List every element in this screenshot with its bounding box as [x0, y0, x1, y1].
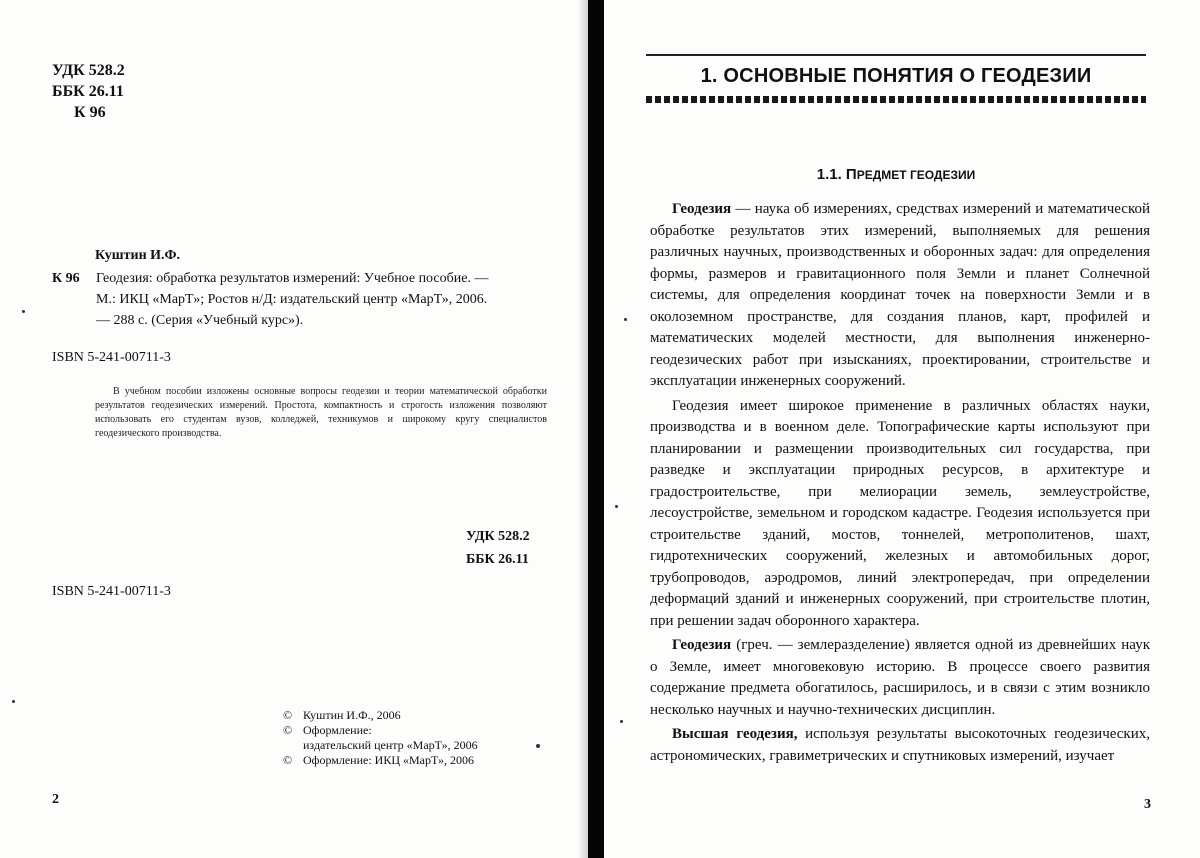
bbk-code: ББК 26.11 — [52, 83, 124, 100]
author-mark: К 96 — [74, 104, 106, 121]
copyright-block — [283, 708, 478, 768]
classification-codes-top — [52, 60, 125, 123]
copyright-row-2 — [283, 723, 478, 738]
udk-code-bottom: УДК 528.2 — [466, 529, 530, 544]
bbk-code-bottom: ББК 26.11 — [466, 552, 529, 567]
copyright-design-label: Оформление: — [303, 723, 372, 737]
scan-speck — [620, 720, 623, 723]
copyright-author: Куштин И.Ф., 2006 — [303, 708, 401, 722]
copyright-symbol: © — [283, 708, 293, 722]
paragraph-3 — [650, 635, 1150, 721]
scan-speck — [22, 310, 25, 313]
scan-speck — [12, 700, 15, 703]
scan-speck — [536, 744, 540, 748]
paragraph-4-text: используя результаты высокоточных геодезических, астрономических, гравиметрических и спутниковых измерений, изучает — [650, 726, 1150, 764]
biblio-code: К 96 — [52, 271, 80, 286]
spine-shadow — [578, 0, 588, 858]
biblio-line-3: — 288 с. (Серия «Учебный курс»). — [96, 313, 304, 328]
paragraph-3-text: (греч. — землеразделение) является одной из древнейших наук о Земле, имеет многовековую историю. В процессе своего развития содержание предмета обогатилось, расширилось, и в связи с этим возникло несколько научных и научно-технических дисциплин. — [650, 637, 1150, 718]
copyright-symbol: © — [283, 723, 293, 737]
paragraph-1 — [650, 199, 1150, 393]
annotation: В учебном пособии изложены основные вопросы геодезии и теории математической обработки результатов геодезических измерений. Простота, компактность и строгость изложения позволяют использовать его студентам вузов, колледжей, техникумов и широкому кругу специалистов геодезического производства. — [95, 386, 547, 439]
page-number-right: 3 — [1144, 797, 1151, 812]
bibliographic-record — [52, 268, 552, 331]
term-geodesy: Геодезия — [672, 201, 732, 217]
isbn-bottom: ISBN 5-241-00711-3 — [52, 584, 171, 599]
biblio-title: Геодезия: обработка результатов измерений: Учебное пособие. — — [96, 271, 489, 286]
scan-speck — [624, 318, 627, 321]
isbn-top: ISBN 5-241-00711-3 — [52, 350, 171, 365]
udk-code: УДК 528.2 — [52, 62, 125, 79]
author-name: Куштин И.Ф. — [95, 248, 181, 263]
chapter-top-rule — [646, 54, 1146, 56]
copyright-row-1 — [283, 708, 478, 723]
biblio-line-1 — [52, 268, 552, 289]
chapter-dotted-rule — [646, 96, 1146, 103]
paragraph-1-text: — наука об измерениях, средствах измерений и математической обработке результатов этих измерений, выполняемых для решения различных научных, производственных и оборонных задач: для определения формы, размеров и гравитационного поля Земли и планет Солнечной системы, для определения координат точек на поверхности Земли и в околоземном пространстве, для создания планов, карт, профилей и математических моделей местности, для выполнения инженерно-геодезических работ при изысканиях, проектировании, строительстве и эксплуатации инженерных сооружений. — [650, 201, 1150, 389]
section-number: 1.1. П — [816, 166, 857, 183]
section-name: РЕДМЕТ ГЕОДЕЗИИ — [856, 168, 976, 182]
paragraph-2: Геодезия имеет широкое применение в различных областях науки, производства и в военном деле. Топографические карты используют при планировании и размещении производительных сил государства, при разведке и эксплуатации природных ресурсов, в архитектуре и градостроительстве, при мелиорации земель, землеустройстве, лесоустройстве, земельном и городском кадастре. Геодезия используется при строительстве зданий, мостов, тоннелей, метрополитенов, шахт, гидротехнических сооружений, железных и автомобильных дорог, трубопроводов, аэродромов, линий электропередач, при определении деформаций зданий и инженерных сооружений, при строительстве плотин, при решении задач оборонного характера. — [650, 397, 1150, 629]
page-number-left: 2 — [52, 792, 59, 807]
section-title — [646, 166, 1146, 183]
paragraph-4 — [650, 724, 1150, 767]
term-higher-geodesy: Высшая геодезия, — [672, 726, 798, 742]
copyright-design-ikc: Оформление: ИКЦ «МарТ», 2006 — [303, 753, 475, 767]
chapter-title: 1. ОСНОВНЫЕ ПОНЯТИЯ О ГЕОДЕЗИИ — [700, 65, 1092, 87]
body-text — [650, 199, 1150, 770]
copyright-symbol: © — [283, 753, 293, 767]
biblio-line-2: М.: ИКЦ «МарТ»; Ростов н/Д: издательский центр «МарТ», 2006. — [96, 292, 488, 307]
copyright-row-3 — [283, 753, 478, 768]
classification-codes-bottom — [466, 525, 530, 571]
term-geodesy-2: Геодезия — [672, 637, 732, 653]
scan-speck — [615, 505, 618, 508]
book-spine — [588, 0, 604, 858]
copyright-row-2b: издательский центр «МарТ», 2006 — [303, 738, 478, 752]
